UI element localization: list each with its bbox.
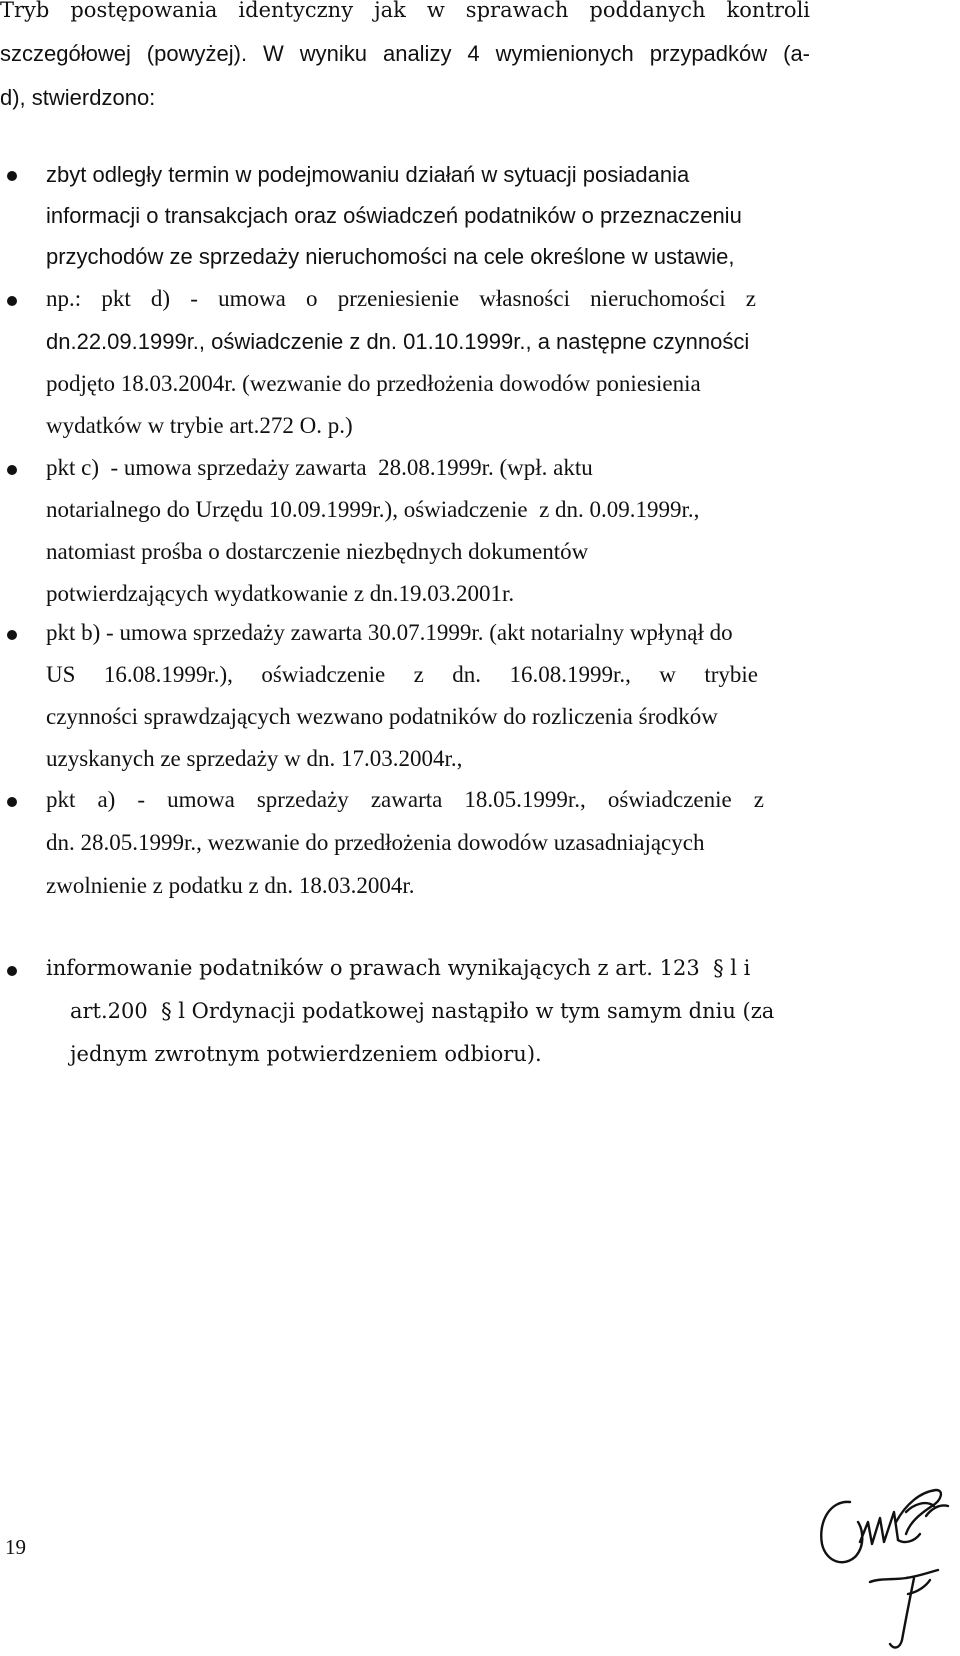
- bullet-3-line-3: natomiast prośba o dostarczenie niezbędnych dokumentów: [46, 539, 589, 564]
- bullet-4-line-2: US 16.08.1999r.), oświadczenie z dn. 16.08.1999r., w trybie: [46, 662, 758, 687]
- bullet-dot-icon: [7, 465, 17, 475]
- bullet-dot-icon: [7, 296, 17, 306]
- intro-line-3: d), stwierdzono:: [0, 85, 156, 110]
- bullet-5-line-1: pkt a) - umowa sprzedaży zawarta 18.05.1999r., oświadczenie z: [46, 787, 764, 812]
- bullet-2-line-2: dn.22.09.1999r., oświadczenie z dn. 01.10.1999r., a następne czynności: [46, 329, 750, 354]
- bullet-dot-icon: [7, 171, 17, 181]
- bullet-3-line-2: notarialnego do Urzędu 10.09.1999r.), oświadczenie z dn. 0.09.1999r.,: [46, 497, 700, 522]
- bullet-6-line-3: jednym zwrotnym potwierdzeniem odbioru).: [70, 1042, 542, 1066]
- signature-icon: [810, 1482, 960, 1656]
- intro-line-2: szczegółowej (powyżej). W wyniku analizy 4 wymienionych przypadków (a-: [0, 41, 810, 66]
- bullet-1-line-1: zbyt odległy termin w podejmowaniu działań w sytuacji posiadania: [46, 162, 690, 187]
- bullet-1-line-2: informacji o transakcjach oraz oświadczeń podatników o przeznaczeniu: [46, 203, 742, 228]
- bullet-3-line-1: pkt c) - umowa sprzedaży zawarta 28.08.1999r. (wpł. aktu: [46, 455, 593, 480]
- bullet-2-line-3: podjęto 18.03.2004r. (wezwanie do przedłożenia dowodów poniesienia: [46, 371, 701, 396]
- bullet-1-line-3: przychodów ze sprzedaży nieruchomości na cele określone w ustawie,: [46, 244, 735, 269]
- bullet-2-line-4: wydatków w trybie art.272 O. p.): [46, 413, 353, 438]
- bullet-dot-icon: [7, 630, 17, 640]
- bullet-dot-icon: [7, 797, 17, 807]
- bullet-5-line-2: dn. 28.05.1999r., wezwanie do przedłożenia dowodów uzasadniających: [46, 830, 705, 855]
- intro-paragraph: [0, 0, 810, 120]
- bullet-2-line-1: np.: pkt d) - umowa o przeniesienie własności nieruchomości z: [46, 286, 756, 311]
- bullet-4-line-1: pkt b) - umowa sprzedaży zawarta 30.07.1999r. (akt notarialny wpłynął do: [46, 620, 733, 645]
- bullet-6-line-2: art.200 § l Ordynacji podatkowej nastąpiło w tym samym dniu (za: [70, 999, 775, 1023]
- bullet-5-line-3: zwolnienie z podatku z dn. 18.03.2004r.: [46, 873, 415, 898]
- intro-line-1: Tryb postępowania identyczny jak w sprawach poddanych kontroli: [0, 0, 810, 22]
- page-number: 19: [5, 1535, 26, 1559]
- bullet-dot-icon: [7, 966, 17, 976]
- bullet-3-line-4: potwierdzających wydatkowanie z dn.19.03.2001r.: [46, 581, 515, 606]
- bullet-6-line-1: informowanie podatników o prawach wynikających z art. 123 § l i: [46, 956, 751, 980]
- bullet-4-line-3: czynności sprawdzających wezwano podatników do rozliczenia środków: [46, 704, 718, 729]
- bullet-4-line-4: uzyskanych ze sprzedaży w dn. 17.03.2004r.,: [46, 746, 463, 771]
